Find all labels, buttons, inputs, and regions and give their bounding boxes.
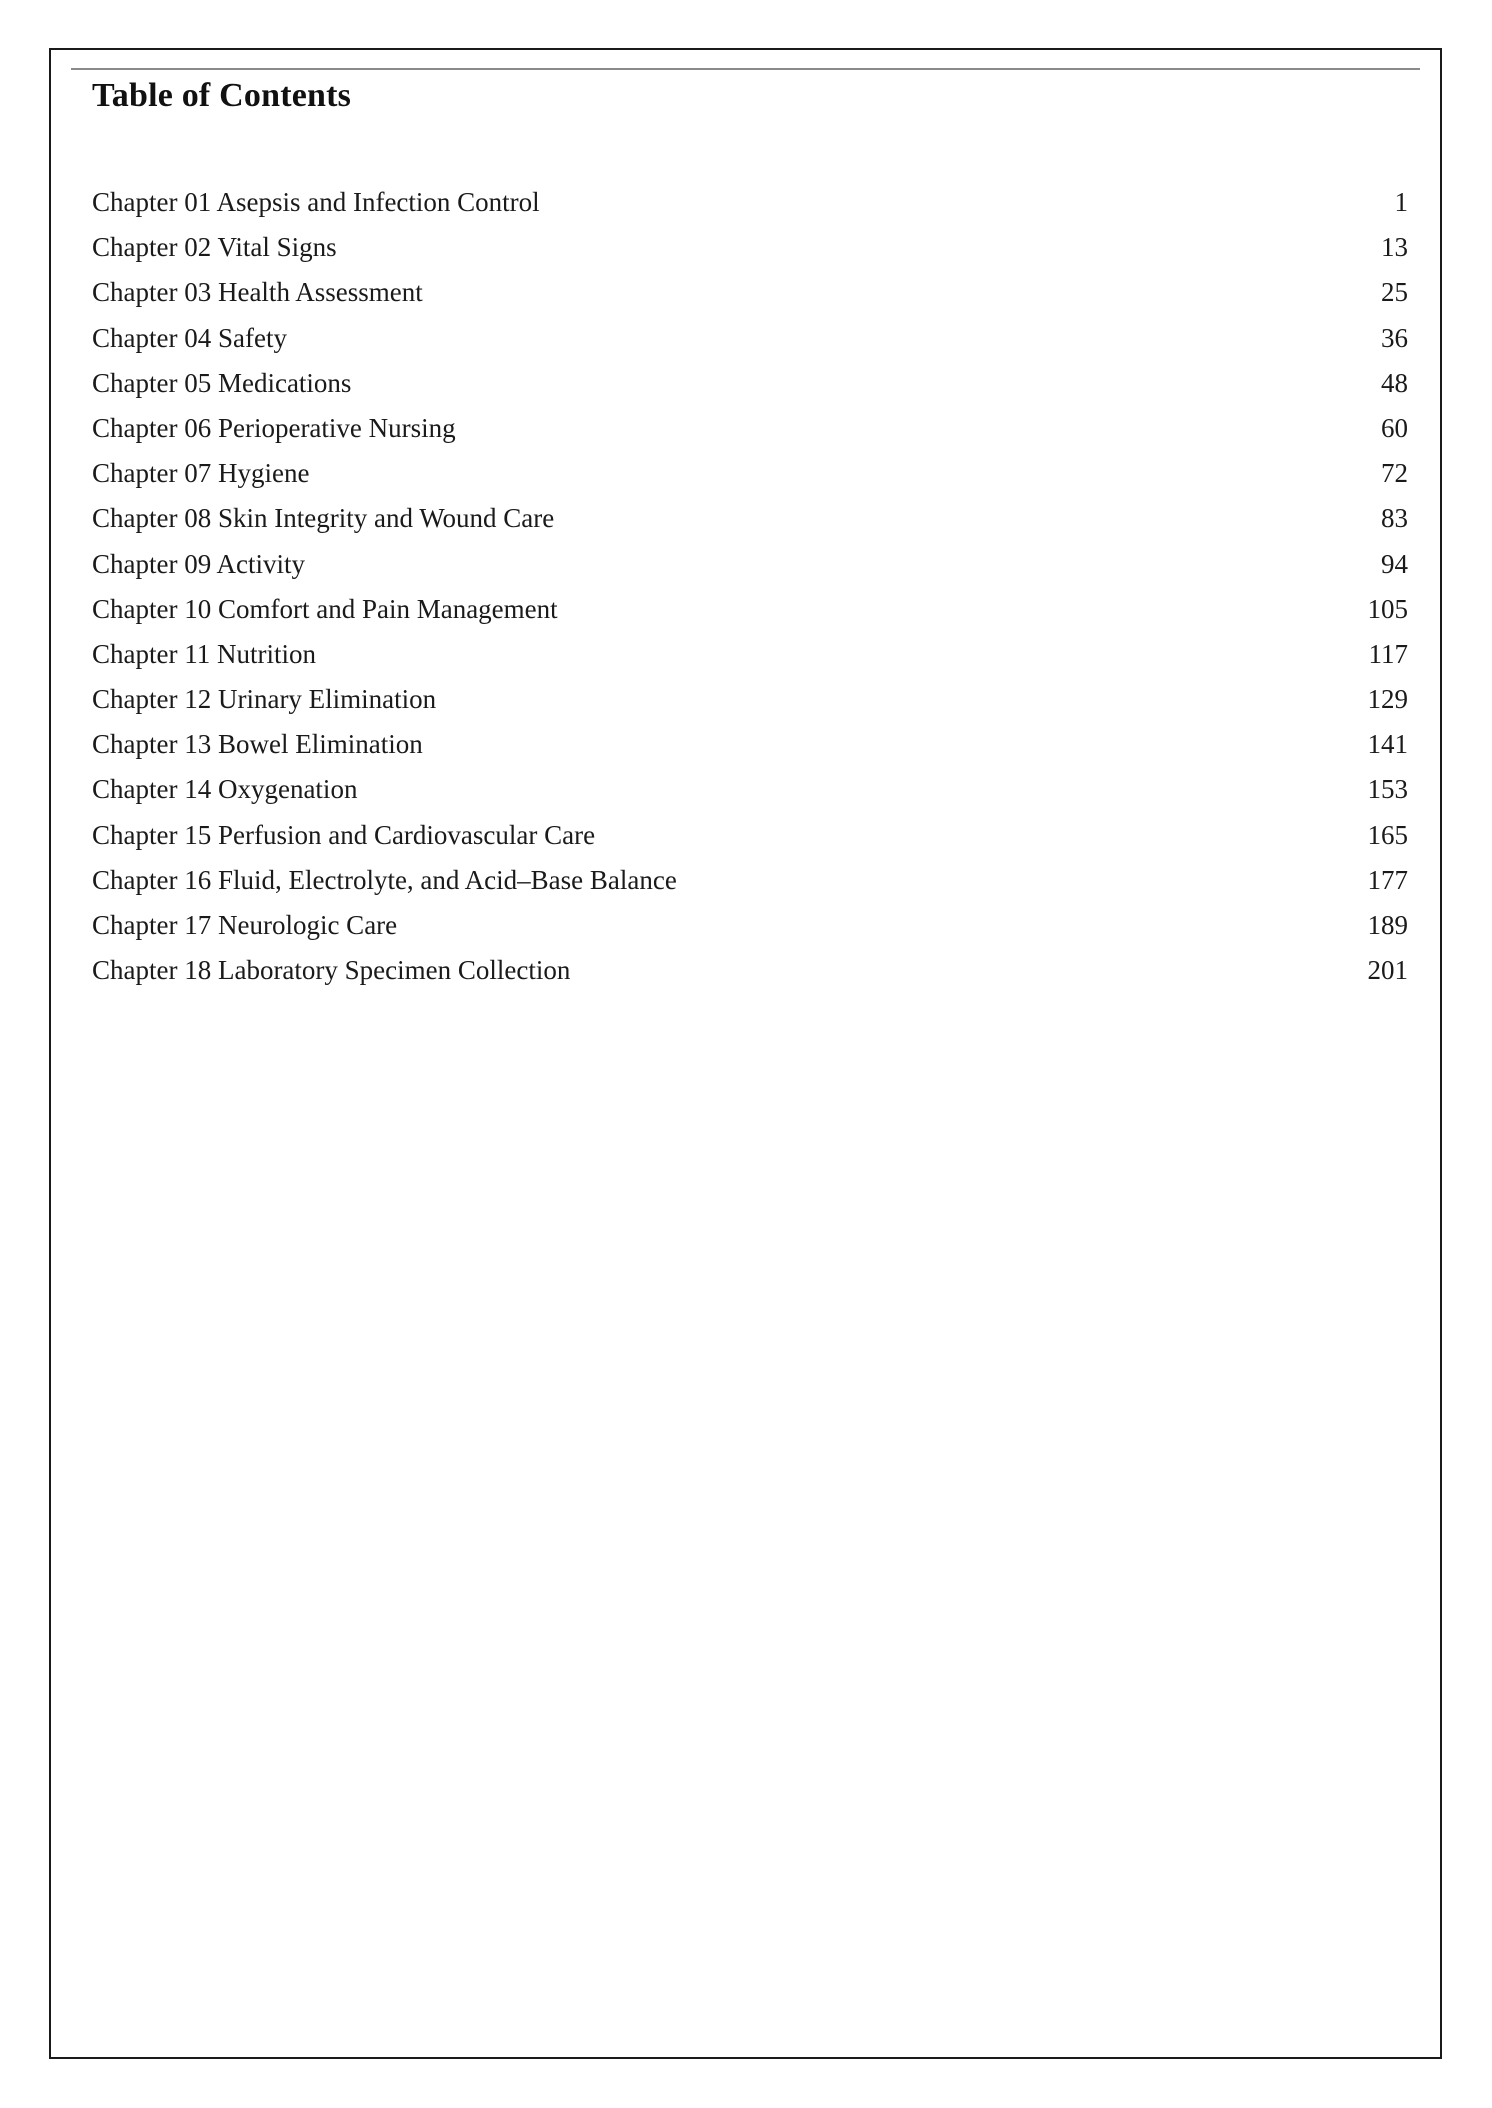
- toc-entry-label: Chapter 06 Perioperative Nursing: [92, 412, 456, 443]
- toc-entry-label: Chapter 15 Perfusion and Cardiovascular Care: [92, 819, 596, 850]
- toc-entry-label: Chapter 01 Asepsis and Infection Control: [92, 187, 540, 217]
- toc-entry-label: Chapter 05 Medications: [92, 367, 352, 398]
- toc-entry-chapter-05[interactable]: [92, 361, 1408, 406]
- toc-list: [92, 180, 1408, 993]
- toc-entry-chapter-09[interactable]: [92, 542, 1408, 587]
- toc-entry-label: Chapter 03 Health Assessment: [92, 277, 423, 308]
- toc-entry-label: Chapter 10 Comfort and Pain Management: [92, 593, 558, 624]
- toc-entry-page-number: 25: [1381, 277, 1408, 308]
- toc-entry-chapter-13[interactable]: [92, 722, 1408, 767]
- toc-entry-chapter-12[interactable]: [92, 677, 1408, 722]
- toc-entry-page-number: 1: [1394, 187, 1408, 217]
- toc-entry-chapter-10[interactable]: [92, 587, 1408, 632]
- toc-entry-label: Chapter 13 Bowel Elimination: [92, 729, 423, 760]
- toc-entry-page-number: 189: [1367, 910, 1408, 940]
- toc-entry-page-number: 129: [1367, 684, 1408, 715]
- toc-entry-label: Chapter 02 Vital Signs: [92, 232, 337, 263]
- document-page: [49, 48, 1442, 2059]
- toc-entry-chapter-16[interactable]: [92, 858, 1408, 903]
- toc-entry-chapter-08[interactable]: [92, 496, 1408, 541]
- toc-entry-label: Chapter 04 Safety: [92, 322, 287, 353]
- toc-entry-page-number: 153: [1367, 774, 1408, 805]
- toc-entry-label: Chapter 08 Skin Integrity and Wound Care: [92, 503, 555, 534]
- toc-entry-chapter-11[interactable]: [92, 632, 1408, 677]
- toc-entry-chapter-14[interactable]: [92, 767, 1408, 812]
- toc-entry-chapter-17[interactable]: [92, 903, 1408, 948]
- toc-entry-label: Chapter 16 Fluid, Electrolyte, and Acid–Base Balance: [92, 864, 677, 895]
- toc-entry-label: Chapter 18 Laboratory Specimen Collection: [92, 955, 571, 986]
- toc-entry-page-number: 60: [1381, 412, 1408, 443]
- toc-entry-page-number: 13: [1381, 232, 1408, 263]
- toc-entry-chapter-03[interactable]: [92, 270, 1408, 315]
- toc-entry-page-number: 48: [1381, 367, 1408, 398]
- toc-entry-label: Chapter 11 Nutrition: [92, 638, 316, 669]
- toc-entry-label: Chapter 14 Oxygenation: [92, 774, 358, 805]
- toc-entry-page-number: 177: [1367, 864, 1408, 895]
- toc-entry-label: Chapter 07 Hygiene: [92, 458, 310, 489]
- toc-entry-chapter-04[interactable]: [92, 316, 1408, 361]
- toc-entry-page-number: 141: [1367, 729, 1408, 760]
- toc-entry-label: Chapter 17 Neurologic Care: [92, 910, 398, 940]
- toc-entry-page-number: 83: [1381, 503, 1408, 534]
- toc-entry-chapter-15[interactable]: [92, 813, 1408, 858]
- toc-entry-chapter-07[interactable]: [92, 451, 1408, 496]
- page-title: Table of Contents: [92, 77, 352, 114]
- toc-entry-page-number: 94: [1381, 548, 1408, 579]
- toc-entry-chapter-06[interactable]: [92, 406, 1408, 451]
- header-rule: [71, 68, 1420, 70]
- toc-entry-page-number: 36: [1381, 322, 1408, 353]
- toc-entry-page-number: 105: [1367, 593, 1408, 624]
- toc-entry-page-number: 165: [1367, 819, 1408, 850]
- toc-entry-chapter-02[interactable]: [92, 225, 1408, 270]
- toc-entry-page-number: 117: [1368, 638, 1408, 669]
- toc-entry-label: Chapter 09 Activity: [92, 548, 305, 579]
- toc-entry-page-number: 201: [1367, 955, 1408, 986]
- toc-entry-chapter-01[interactable]: [92, 180, 1408, 225]
- toc-entry-label: Chapter 12 Urinary Elimination: [92, 684, 437, 715]
- toc-entry-page-number: 72: [1381, 458, 1408, 489]
- toc-entry-chapter-18[interactable]: [92, 948, 1408, 993]
